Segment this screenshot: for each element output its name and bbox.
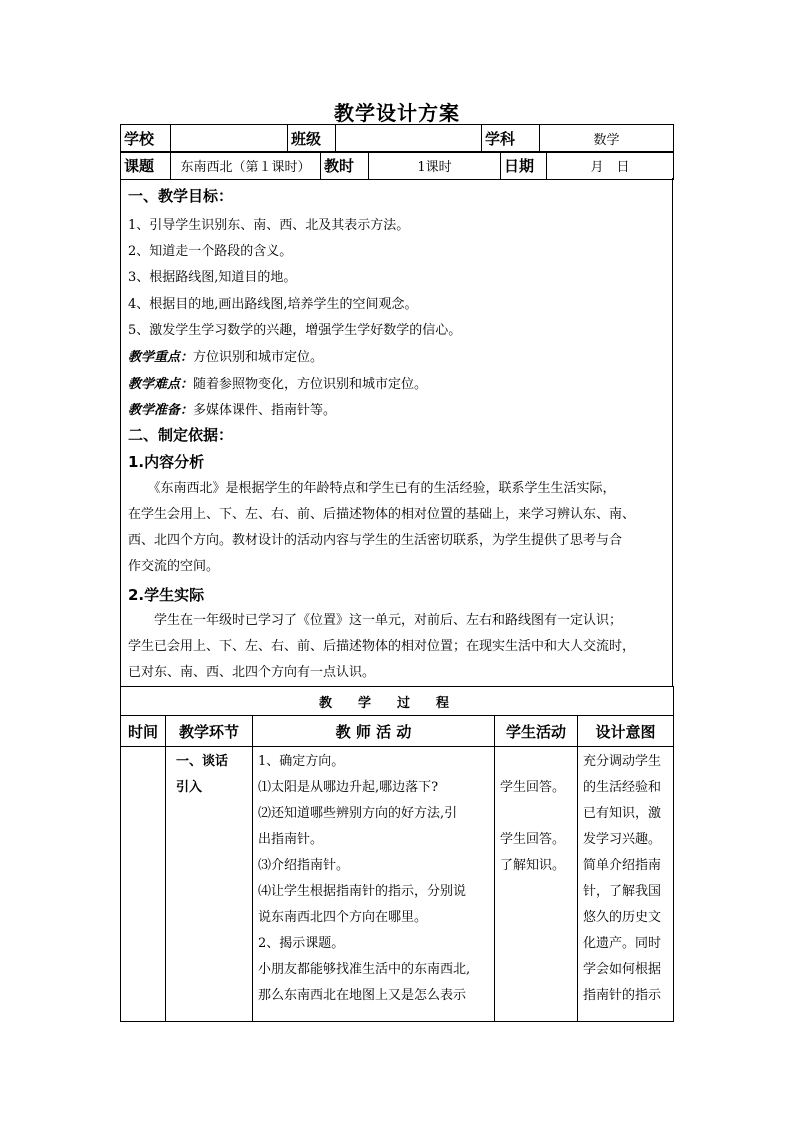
content-analysis-paragraph — [128, 476, 668, 580]
basis-heading: 二、制定依据： — [128, 426, 234, 444]
teacher-activity-cell — [253, 747, 495, 1022]
design-line: 化遗产。同时 — [583, 936, 662, 951]
header-info-table — [120, 124, 674, 153]
teacher-line: 1、确定方向。 — [258, 754, 345, 769]
time-cell — [121, 747, 166, 1022]
col-header-teacher: 教 师 活 动 — [253, 716, 495, 747]
teacher-line: 2、揭示课题。 — [258, 936, 345, 951]
paragraph-line: 《东南西北》是根据学生的年龄特点和学生已有的生活经验，联系学生生活实际， — [128, 481, 616, 496]
objective-item: 5、激发学生学习数学的兴趣，增强学生学好数学的信心。 — [128, 323, 462, 338]
student-line: 学生回答。 — [500, 780, 566, 795]
date-label: 日期 — [501, 152, 547, 180]
objective-item: 4、根据目的地,画出路线图,培养学生的空间观念。 — [128, 297, 418, 312]
objective-item: 2、知道走一个路段的含义。 — [128, 244, 293, 259]
objectives-basis-block — [120, 178, 673, 687]
paragraph-line: 学生已会用上、下、左、右、前、后描述物体的相对位置；在现实生活中和大人交流时， — [128, 639, 636, 654]
col-header-step: 教学环节 — [166, 716, 253, 747]
student-activity-cell — [495, 747, 578, 1022]
header-info-table-row2 — [120, 151, 674, 180]
difficulty-label: 教学难点： — [128, 377, 194, 392]
hours-value: 1课时 — [369, 152, 501, 180]
step-line: 一、谈话 — [176, 754, 229, 769]
process-title: 教学过程 — [121, 687, 674, 716]
subject-value: 数学 — [540, 125, 674, 153]
subject-label: 学科 — [482, 125, 540, 153]
design-line: 的生活经验和 — [583, 780, 662, 795]
preparation-line — [128, 399, 336, 418]
step-line: 引入 — [176, 780, 203, 795]
design-line: 发学习兴趣。 — [583, 832, 662, 847]
design-line: 悠久的历史文 — [583, 910, 662, 925]
student-line — [500, 801, 577, 827]
difficulty-line — [128, 373, 427, 392]
teacher-line: ⑵还知道哪些辨别方向的好方法,引 — [258, 806, 458, 821]
paragraph-line: 西、北四个方向。教材设计的活动内容与学生的生活密切联系，为学生提供了思考与合 — [128, 533, 623, 548]
student-line: 学生回答。 — [500, 832, 566, 847]
student-line: 了解知识。 — [500, 858, 566, 873]
objectives-heading: 一、教学目标： — [128, 187, 234, 205]
school-label: 学校 — [121, 125, 171, 153]
design-line: 学会如何根据 — [583, 962, 662, 977]
col-header-design: 设计意图 — [578, 716, 674, 747]
teacher-line: ⑶介绍指南针。 — [258, 858, 350, 873]
key-point-text: 方位识别和城市定位。 — [193, 350, 324, 365]
teaching-process-table — [120, 686, 674, 1022]
col-header-time: 时间 — [121, 716, 166, 747]
key-point-line — [128, 346, 323, 365]
student-reality-paragraph — [128, 608, 668, 686]
paragraph-line: 在学生会用上、下、左、右、前、后描述物体的相对位置的基础上，来学习辨认东、南、 — [128, 507, 636, 522]
topic-value: 东南西北（第１课时） — [171, 152, 321, 180]
design-intent-cell — [578, 747, 674, 1022]
difficulty-text: 随着参照物变化，方位识别和城市定位。 — [193, 377, 428, 392]
student-line — [500, 749, 577, 775]
teacher-line: ⑴太阳是从哪边升起,哪边落下? — [258, 780, 439, 795]
design-line: 指南针的指示 — [583, 988, 662, 1003]
process-row — [121, 747, 674, 1022]
topic-label: 课题 — [121, 152, 171, 180]
objective-item: 1、引导学生识别东、南、西、北及其表示方法。 — [128, 218, 410, 233]
paragraph-line: 学生在一年级时已学习了《位置》这一单元，对前后、左右和路线图有一定认识； — [128, 613, 623, 628]
col-header-student: 学生活动 — [495, 716, 578, 747]
content-analysis-heading: 1.内容分析 — [128, 453, 205, 471]
key-point-label: 教学重点： — [128, 350, 194, 365]
teacher-line: 小朋友都能够找准生活中的东南西北, — [258, 962, 471, 977]
preparation-label: 教学准备： — [128, 403, 194, 418]
process-header-row — [121, 716, 674, 747]
design-line: 已有知识，激 — [583, 806, 662, 821]
design-line: 简单介绍指南 — [583, 858, 662, 873]
paragraph-line: 已对东、南、西、北四个方向有一点认识。 — [128, 665, 376, 680]
hours-label: 教时 — [321, 152, 369, 180]
date-value: 月 日 — [547, 152, 674, 180]
class-value — [336, 125, 482, 153]
teacher-line: ⑷让学生根据指南针的指示，分别说 — [258, 884, 467, 899]
teacher-line: 出指南针。 — [258, 832, 324, 847]
student-reality-heading: 2.学生实际 — [128, 586, 205, 604]
paragraph-line: 作交流的空间。 — [128, 559, 220, 574]
objective-item: 3、根据路线图,知道目的地。 — [128, 270, 297, 285]
document-title: 教学设计方案 — [334, 101, 460, 125]
preparation-text: 多媒体课件、指南针等。 — [193, 403, 337, 418]
teacher-line: 那么东南西北在地图上又是怎么表示 — [258, 988, 467, 1003]
design-line: 充分调动学生 — [583, 754, 662, 769]
school-value — [171, 125, 288, 153]
step-cell — [166, 747, 253, 1022]
teacher-line: 说东南西北四个方向在哪里。 — [258, 910, 428, 925]
class-label: 班级 — [288, 125, 336, 153]
design-line: 针，了解我国 — [583, 884, 662, 899]
